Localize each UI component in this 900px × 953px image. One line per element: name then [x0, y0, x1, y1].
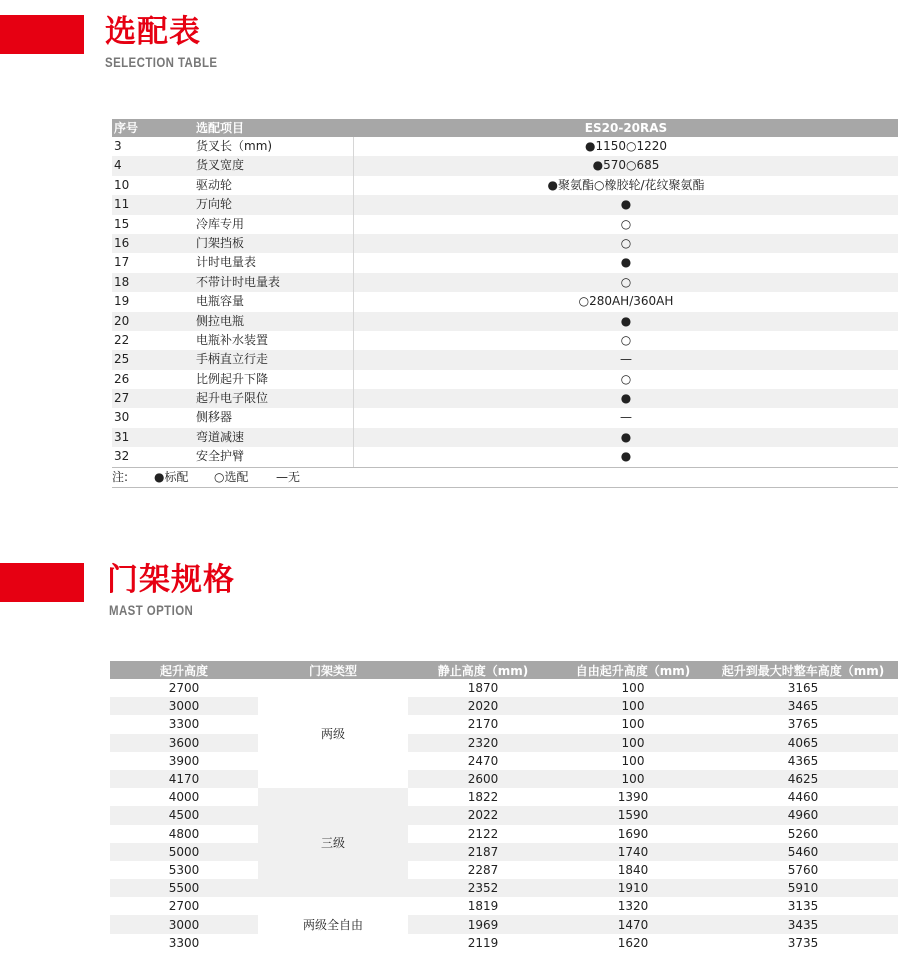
item-no: 16: [114, 235, 130, 250]
lift-height: 3300: [168, 935, 200, 950]
max-height: 4960: [708, 806, 898, 824]
item-no: 11: [114, 197, 130, 212]
table-row: [112, 350, 898, 369]
header-item: 选配项目: [196, 121, 245, 135]
free-lift: 100: [621, 681, 645, 696]
lowered-height: 2020: [408, 697, 558, 715]
max-height: 3435: [708, 915, 898, 933]
item-name: 比例起升下降: [194, 370, 354, 389]
table-row: [110, 697, 898, 715]
item-no: 4: [114, 158, 122, 173]
lowered-height: 2470: [467, 753, 499, 768]
table-row: [110, 915, 898, 933]
table-row: [110, 715, 898, 733]
table-row: [112, 389, 898, 408]
item-value: ●: [620, 449, 632, 464]
table-row: [112, 156, 898, 175]
item-value: ○280AH/360AH: [578, 294, 674, 309]
item-no: 31: [114, 429, 130, 444]
lowered-height: 2352: [408, 879, 558, 897]
max-height: 3165: [787, 681, 819, 696]
item-name: 手柄直立行走: [194, 350, 354, 369]
item-value: —: [620, 352, 632, 367]
lowered-height: 2119: [467, 935, 499, 950]
item-no: 22: [114, 332, 130, 347]
free-lift: 1390: [617, 790, 649, 805]
item-no: 19: [114, 294, 130, 309]
table-row: [110, 861, 898, 879]
item-name: 电瓶容量: [194, 292, 354, 311]
header-lowered-height: 静止高度（mm): [408, 661, 558, 679]
max-height: 3465: [708, 697, 898, 715]
table-row: [110, 679, 898, 697]
item-name: 电瓶补水装置: [194, 331, 354, 350]
note-standard: ●标配: [154, 469, 189, 484]
free-lift: 1690: [617, 826, 649, 841]
lift-height: 5300: [168, 862, 200, 877]
item-no: 25: [114, 352, 130, 367]
lowered-height: 1819: [467, 899, 499, 914]
mast-type: 两级: [258, 679, 408, 788]
lift-height: 4500: [110, 806, 258, 824]
max-height: 3135: [787, 899, 819, 914]
item-value: ○: [620, 274, 632, 289]
item-no: 15: [114, 216, 130, 231]
lowered-height: 1969: [408, 915, 558, 933]
section-accent-bar: [0, 15, 84, 54]
table-row: [112, 234, 898, 253]
table-row: [112, 253, 898, 272]
lowered-height: 2122: [467, 826, 499, 841]
free-lift: 1620: [617, 935, 649, 950]
lift-height: 4800: [168, 826, 200, 841]
free-lift: 1590: [558, 806, 708, 824]
note-label: 注:: [112, 469, 129, 484]
item-name: 侧移器: [194, 408, 354, 427]
item-value: ○: [620, 216, 632, 231]
max-height: 5260: [787, 826, 819, 841]
legend-note: [112, 467, 898, 488]
free-lift: 1840: [617, 862, 649, 877]
item-no: 3: [114, 139, 122, 153]
lowered-height: 1870: [467, 681, 499, 696]
free-lift: 1740: [558, 843, 708, 861]
lowered-height: 1822: [467, 790, 499, 805]
item-value: ●: [620, 391, 632, 406]
lift-height: 3900: [168, 753, 200, 768]
item-no: 20: [114, 313, 130, 328]
table-row: [110, 934, 898, 952]
table-body: [110, 679, 898, 952]
table-row: [110, 843, 898, 861]
free-lift: 100: [558, 697, 708, 715]
mast-type: 两级全自由: [258, 897, 408, 952]
table-row: [112, 195, 898, 214]
item-value: ●: [620, 255, 632, 270]
free-lift: 1470: [558, 915, 708, 933]
table-row: [110, 788, 898, 806]
item-name: 货叉长（mm): [194, 137, 354, 156]
item-value: ○: [620, 332, 632, 347]
lift-height: 4000: [168, 790, 200, 805]
item-no: 27: [114, 391, 130, 406]
table-row: [110, 879, 898, 897]
lift-height: 2700: [168, 681, 200, 696]
item-no: 17: [114, 255, 130, 270]
mast-type: 三级: [258, 788, 408, 897]
selection-table: [112, 119, 898, 488]
free-lift: 1910: [558, 879, 708, 897]
selection-table-subtitle: SELECTION TABLE: [105, 54, 218, 70]
table-header: [110, 661, 898, 679]
lowered-height: 2022: [408, 806, 558, 824]
table-row: [112, 408, 898, 427]
table-row: [112, 331, 898, 350]
mast-table: [110, 661, 898, 952]
max-height: 5910: [708, 879, 898, 897]
note-none: —无: [276, 469, 301, 484]
header-max-height: 起升到最大时整车高度（mm): [708, 661, 898, 679]
header-free-lift: 自由起升高度（mm): [558, 661, 708, 679]
item-name: 冷库专用: [194, 215, 354, 234]
item-value: ●: [620, 197, 632, 212]
item-name: 驱动轮: [194, 176, 354, 195]
item-name: 货叉宽度: [194, 156, 354, 175]
free-lift: 100: [558, 770, 708, 788]
lowered-height: 2187: [408, 843, 558, 861]
max-height: 4625: [708, 770, 898, 788]
free-lift: 100: [558, 734, 708, 752]
table-header: [112, 119, 898, 137]
mast-option-title: 门架规格: [107, 562, 235, 598]
item-name: 起升电子限位: [194, 389, 354, 408]
table-row: [112, 215, 898, 234]
item-value: —: [620, 410, 632, 425]
max-height: 4460: [787, 790, 819, 805]
table-row: [112, 137, 898, 156]
lift-height: 3600: [110, 734, 258, 752]
table-row: [110, 825, 898, 843]
max-height: 4365: [787, 753, 819, 768]
free-lift: 100: [621, 717, 645, 732]
lift-height: 4170: [110, 770, 258, 788]
lift-height: 5000: [110, 843, 258, 861]
table-row: [112, 312, 898, 331]
table-row: [112, 447, 898, 466]
table-row: [112, 176, 898, 195]
lift-height: 2700: [168, 899, 200, 914]
note-optional: ○选配: [214, 469, 249, 484]
table-row: [110, 897, 898, 915]
item-name: 安全护臂: [194, 447, 354, 466]
item-name: 门架挡板: [194, 234, 354, 253]
table-row: [110, 806, 898, 824]
table-row: [110, 734, 898, 752]
item-name: 弯道减速: [194, 428, 354, 447]
max-height: 3735: [787, 935, 819, 950]
header-no: 序号: [114, 121, 139, 135]
item-no: 26: [114, 371, 130, 386]
lowered-height: 2320: [408, 734, 558, 752]
header-lift-height: 起升高度: [110, 661, 258, 679]
section-accent-bar: [0, 563, 84, 602]
lowered-height: 2287: [467, 862, 499, 877]
lowered-height: 2600: [408, 770, 558, 788]
item-value: ●570○685: [592, 158, 660, 173]
item-value: ●聚氨酯○橡胶轮/花纹聚氨酯: [547, 177, 705, 192]
lift-height: 5500: [110, 879, 258, 897]
max-height: 4065: [708, 734, 898, 752]
table-row: [112, 292, 898, 311]
item-no: 32: [114, 449, 130, 464]
free-lift: 1320: [617, 899, 649, 914]
item-value: ○: [620, 235, 632, 250]
header-model: ES20-20RAS: [584, 121, 668, 135]
item-name: 万向轮: [194, 195, 354, 214]
item-no: 10: [114, 177, 130, 192]
lift-height: 3300: [168, 717, 200, 732]
free-lift: 100: [621, 753, 645, 768]
table-body: [112, 137, 898, 467]
table-row: [112, 370, 898, 389]
table-row: [110, 752, 898, 770]
table-row: [112, 428, 898, 447]
max-height: 5460: [708, 843, 898, 861]
lift-height: 3000: [110, 915, 258, 933]
item-no: 18: [114, 274, 130, 289]
item-no: 30: [114, 410, 130, 425]
item-value: ○: [620, 371, 632, 386]
table-row: [110, 770, 898, 788]
lift-height: 3000: [110, 697, 258, 715]
max-height: 5760: [787, 862, 819, 877]
item-name: 侧拉电瓶: [194, 312, 354, 331]
header-mast-type: 门架类型: [258, 661, 408, 679]
table-row: [112, 273, 898, 292]
item-name: 不带计时电量表: [194, 273, 354, 292]
item-value: ●1150○1220: [584, 139, 668, 153]
mast-option-subtitle: MAST OPTION: [109, 602, 194, 618]
item-name: 计时电量表: [194, 253, 354, 272]
lowered-height: 2170: [467, 717, 499, 732]
selection-table-title: 选配表: [105, 14, 201, 50]
item-value: ●: [620, 429, 632, 444]
item-value: ●: [620, 313, 632, 328]
max-height: 3765: [787, 717, 819, 732]
